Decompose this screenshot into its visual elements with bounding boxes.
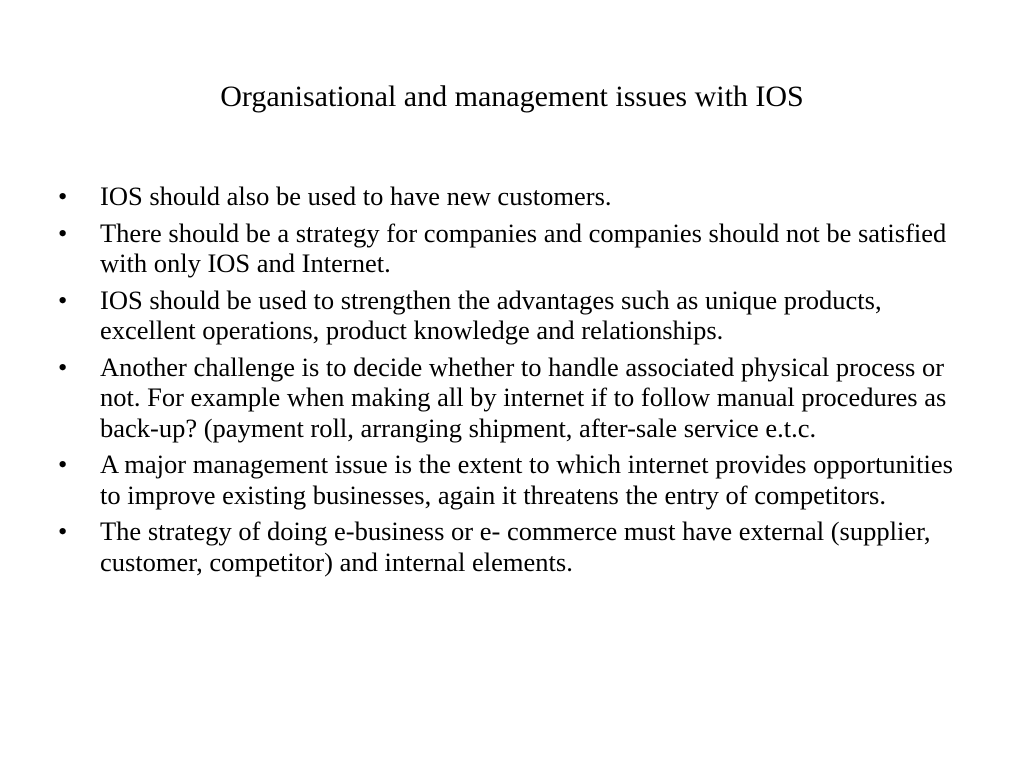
bullet-item bbox=[58, 449, 978, 510]
bullet-icon: • bbox=[58, 217, 68, 248]
bullet-icon: • bbox=[58, 284, 68, 315]
bullet-item bbox=[58, 181, 978, 212]
bullet-list bbox=[58, 181, 978, 583]
bullet-text: A major management issue is the extent to which internet provides opportunities to improve existing businesses, again it threatens the entry of competitors. bbox=[100, 449, 953, 510]
bullet-item bbox=[58, 218, 978, 279]
bullet-text: There should be a strategy for companies and companies should not be satisfied with only IOS and Internet. bbox=[100, 217, 947, 278]
bullet-icon: • bbox=[58, 351, 68, 382]
bullet-icon: • bbox=[58, 181, 68, 211]
bullet-text: IOS should be used to strengthen the advantages such as unique products, excellent operations, product knowledge and relationships. bbox=[100, 284, 882, 345]
bullet-text: IOS should also be used to have new customers. bbox=[100, 181, 612, 211]
bullet-item bbox=[58, 352, 978, 444]
bullet-item bbox=[58, 516, 978, 577]
bullet-item bbox=[58, 285, 978, 346]
bullet-text: The strategy of doing e-business or e- commerce must have external (supplier, customer, competitor) and internal elements. bbox=[100, 516, 931, 577]
slide-title: Organisational and management issues with IOS bbox=[220, 80, 804, 113]
bullet-text: Another challenge is to decide whether to handle associated physical process or not. For example when making all by internet if to follow manual procedures as back-up? (payment roll, arranging shipment, after-sale service e.t.c. bbox=[100, 351, 947, 443]
bullet-icon: • bbox=[58, 449, 68, 479]
bullet-icon: • bbox=[58, 516, 68, 546]
